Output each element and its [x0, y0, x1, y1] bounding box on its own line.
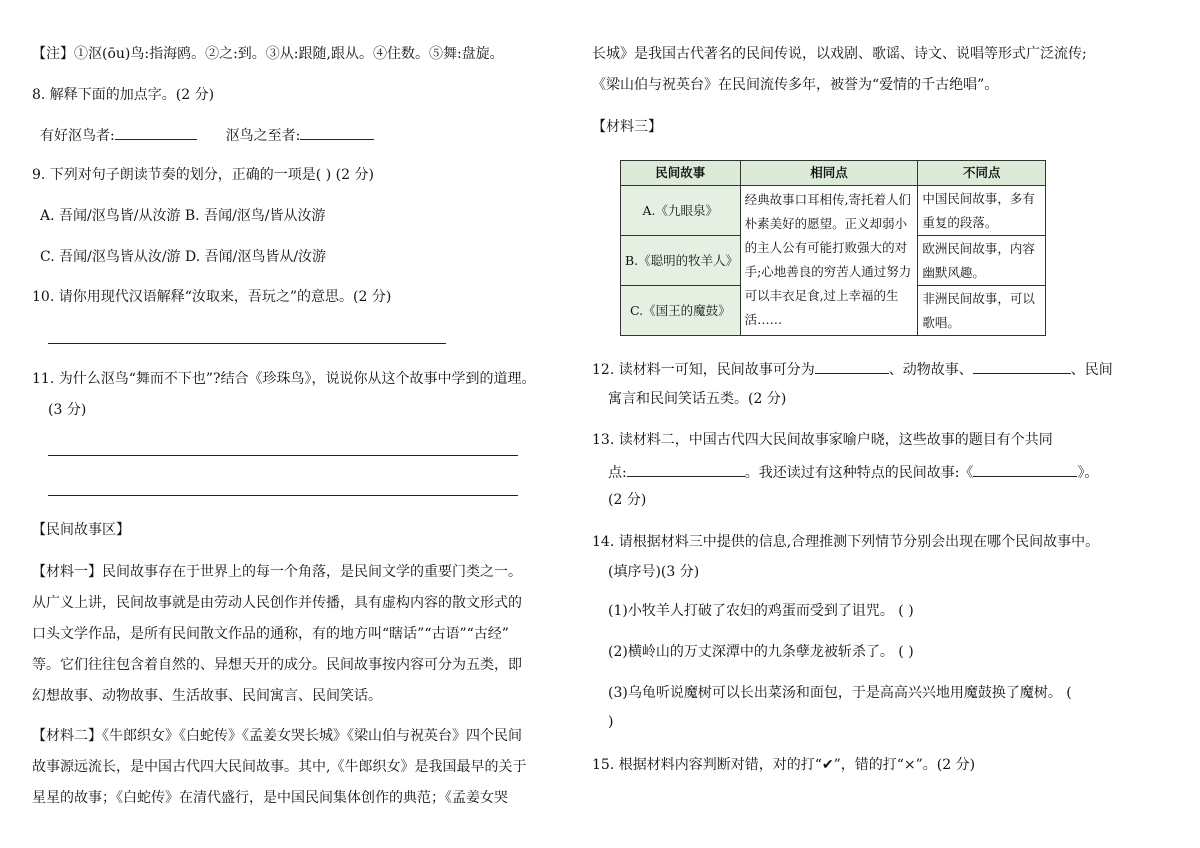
q11-answer-line-2[interactable]: [48, 495, 518, 496]
q13-line-2: [608, 461, 1098, 483]
material-2-line: 【材料二】《牛郎织女》《白蛇传》《孟姜女哭长城》《梁山伯与祝英台》四个民间: [32, 728, 522, 744]
q13-score: (2 分): [608, 492, 647, 508]
story-name: C.《国王的魔鼓》: [621, 286, 741, 336]
q12-blank-2[interactable]: [973, 358, 1071, 374]
question-10: 10. 请你用现代汉语解释“汝取来，吾玩之”的意思。(2 分): [32, 289, 392, 305]
table-header: 民间故事: [621, 161, 741, 186]
material-2-line: 星星的故事；《白蛇传》在清代盛行，是中国民间集体创作的典范；《孟姜女哭: [32, 790, 508, 806]
material-1-line: 幻想故事、动物故事、生活故事、民间寓言、民间笑话。: [32, 688, 382, 704]
question-15: 15. 根据材料内容判断对错，对的打“✔”，错的打“×”。(2 分): [592, 757, 976, 773]
table-row: [621, 186, 1046, 236]
question-8: 8. 解释下面的加点字。(2 分): [32, 87, 215, 103]
q14-item-2: (2)横岭山的万丈深潭中的九条孽龙被斩杀了。 ( ): [608, 644, 914, 660]
q11-score: (3 分): [48, 402, 87, 418]
story-name: A.《九眼泉》: [621, 186, 741, 236]
table-header-row: [621, 161, 1046, 186]
q13-blank-2[interactable]: [973, 461, 1077, 477]
difference-cell: 欧洲民间故事，内容幽默风趣。: [918, 236, 1046, 286]
question-11: 11. 为什么沤鸟“舞而不下也”?结合《珍珠鸟》，说说你从这个故事中学到的道理。: [32, 371, 536, 387]
question-12: [592, 358, 1113, 380]
q9-options-cd: C. 吾闻/沤鸟皆从汝/游 D. 吾闻/沤鸟皆从/汝游: [40, 249, 327, 265]
material-1-line: 从广义上讲，民间故事就是由劳动人民创作并传播，具有虚构内容的散文形式的: [32, 595, 522, 611]
material-1-line: 口头文学作品，是所有民间散文作品的通称，有的地方叫“瞎话”“古语”“古经”: [32, 626, 509, 642]
q9-options-ab: A. 吾闻/沤鸟皆/从汝游 B. 吾闻/沤鸟/皆从汝游: [40, 208, 326, 224]
q8-item-b: 沤鸟之至者:: [225, 128, 301, 144]
q12-text: 12. 读材料一可知，民间故事可分为: [592, 362, 815, 378]
q14-item-3: (3)乌龟听说魔树可以长出菜汤和面包，于是高高兴兴地用魔鼓换了魔树。 (: [608, 685, 1072, 701]
q12-text: 、动物故事、: [888, 362, 973, 378]
question-14: 14. 请根据材料三中提供的信息,合理推测下列情节分别会出现在哪个民间故事中。: [592, 534, 1100, 550]
q14-item-1: (1)小牧羊人打破了农妇的鸡蛋而受到了诅咒。 ( ): [608, 603, 914, 619]
difference-cell: 中国民间故事，多有重复的段落。: [918, 186, 1046, 236]
note-text: 【注】①沤(ōu)鸟:指海鸥。②之:到。③从:跟随,跟从。④住数。⑤舞:盘旋。: [32, 46, 504, 62]
material-2-line: 故事源远流长，是中国古代四大民间故事。其中,《牛郎织女》是我国最早的关于: [32, 759, 527, 775]
section-heading: 【民间故事区】: [32, 522, 130, 538]
q11-answer-line-1[interactable]: [48, 455, 518, 456]
q12-blank-1[interactable]: [815, 358, 889, 374]
difference-cell: 非洲民间故事，可以歌唱。: [918, 286, 1046, 336]
q12-text: 、民间: [1070, 362, 1113, 378]
question-13: 13. 读材料二，中国古代四大民间故事家喻户晓，这些故事的题目有个共同: [592, 432, 1053, 448]
q14-instruction: (填序号)(3 分): [608, 564, 700, 580]
material-3-table: [620, 160, 1046, 336]
question-9: 9. 下列对句子朗读节奏的划分，正确的一项是( ) (2 分): [32, 167, 374, 183]
q10-answer-line[interactable]: [48, 343, 446, 344]
table-header: 不同点: [918, 161, 1046, 186]
q14-item-3-close: ): [608, 714, 614, 730]
q13-text: 。我还读过有这种特点的民间故事:《: [744, 465, 974, 481]
story-name: B.《聪明的牧羊人》: [621, 236, 741, 286]
table-header: 相同点: [740, 161, 918, 186]
material-1-line: 等。它们往往包含着自然的、异想天开的成分。民间故事按内容可分为五类，即: [32, 657, 522, 673]
q8-answer-a[interactable]: [115, 124, 197, 140]
question-8-items: [40, 124, 374, 146]
q12-line-2: 寓言和民间笑话五类。(2 分): [608, 391, 787, 407]
material-2-line: 长城》是我国古代著名的民间传说，以戏剧、歌谣、诗文、说唱等形式广泛流传;: [592, 46, 1087, 62]
q13-text: 》。: [1077, 465, 1099, 481]
q8-answer-b[interactable]: [300, 124, 374, 140]
q8-item-a: 有好沤鸟者:: [40, 128, 115, 144]
material-3-title: 【材料三】: [592, 119, 662, 135]
material-1-line: 【材料一】民间故事存在于世界上的每一个角落，是民间文学的重要门类之一。: [32, 564, 522, 580]
common-points: 经典故事口耳相传,寄托着人们朴素美好的愿望。正义却弱小的主人公有可能打败强大的对手;心地善良的穷苦人通过努力可以丰衣足食,过上幸福的生活……: [740, 186, 918, 336]
material-2-line: 《梁山伯与祝英台》在民间流传多年，被誉为“爱情的千古绝唱”。: [592, 77, 999, 93]
q13-text: 点:: [608, 465, 627, 481]
q13-blank-1[interactable]: [627, 461, 745, 477]
